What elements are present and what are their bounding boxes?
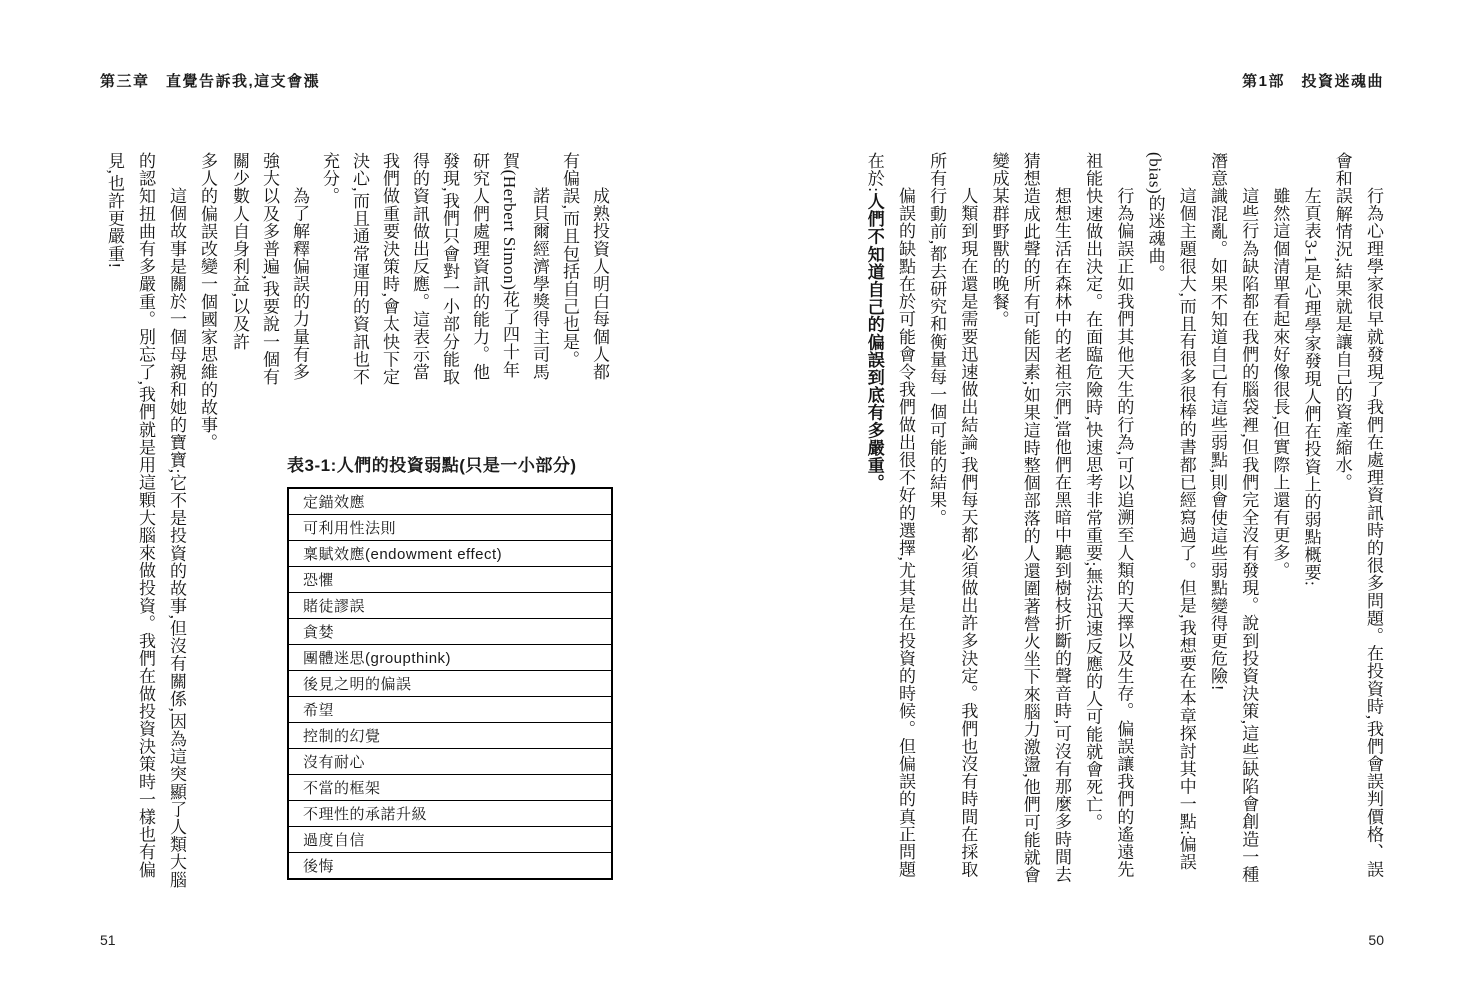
paragraph: 這些行為缺陷都在我們的腦袋裡,但我們完全沒有發現。說到投資決策,這些缺陷會創造一種潛意識混亂。如果不知道自己有這些弱點,則會使這些弱點變得更危險! xyxy=(1207,152,1259,884)
chapter-running-head: 第三章 直覺告訴我,這支會漲 xyxy=(100,73,321,90)
table-row: 可利用性法則 xyxy=(289,514,611,540)
table-row: 後悔 xyxy=(289,852,611,878)
paragraph: 這個主題很大,而且有很多很棒的書都已經寫過了。但是,我想要在本章探討其中一點:偏誤(bias)的迷魂曲。 xyxy=(1145,152,1196,871)
table-row: 沒有耐心 xyxy=(289,748,611,774)
table-row: 不當的框架 xyxy=(289,774,611,800)
bias-table xyxy=(287,487,613,880)
table-row: 團體迷思(groupthink) xyxy=(289,644,611,670)
paragraph: 行為偏誤正如我們其他天生的行為,可以追溯至人類的天擇以及生存。偏誤讓我們的遙遠先祖能快速做出決定。在面臨危險時,快速思考非常重要;無法迅速反應的人可能就會死亡。 xyxy=(1083,152,1134,879)
paragraph: 這個故事是關於一個母親和她的寶寶;它不是投資的故事,但沒有關係,因為這突顯了人類大腦的認知扭曲有多嚴重。別忘了,我們就是用這顆大腦來做投資。我們在做投資決策時一樣也有偏見,也許更嚴重! xyxy=(105,152,186,889)
table-row: 不理性的承諾升級 xyxy=(289,800,611,826)
table-row: 貪婪 xyxy=(289,618,611,644)
paragraph: 成熟投資人明白每個人都有偏誤,而且包括自己也是。 xyxy=(560,152,609,381)
paragraph: 人類到現在還是需要迅速做出結論,我們每天都必須做出許多決定。我們也沒有時間在採取所有行動前,都去研究和衡量每一個可能的結果。 xyxy=(927,152,978,879)
paragraph: 左頁表3-1是心理學家發現人們在投資上的弱點概要: xyxy=(1301,187,1321,587)
paragraph: 為了解釋偏誤的力量有多強大以及多普遍,我要說一個有關少數人自身利益,以及許 xyxy=(230,152,309,386)
left-text-lower xyxy=(95,152,223,892)
paragraph-lead: 偏誤的缺點在於可能會令我們做出很不好的選擇,尤其是在投資的時候。但偏誤的真正問題在於: xyxy=(864,152,915,879)
paragraph: 諾貝爾經濟學獎得主司馬賀(Herbert Simon)花了四十年研究人們處理資訊的能力。他發現,我們只會對一小部分能取得的資訊做出反應。這表示當我們做重要決策時,會太快下定決心,而且通常運用的資訊也不充分。 xyxy=(320,152,549,386)
paragraph: 雖然這個清單看起來好像很長,但實際上還有更多。 xyxy=(1270,187,1290,580)
emphasized-text: 人們不知道自己的偏誤到底有多嚴重。 xyxy=(864,192,884,492)
paragraph: 想想生活在森林中的老祖宗們,當他們在黑暗中聽到樹枝折斷的聲音時,可沒有那麼多時間去猜想造成此聲的所有可能因素;如果這時整個部落的人還圍著營火坐下來腦力激盪,他們可能就會變成某群野獸的晚餐。 xyxy=(989,152,1071,884)
page-number-right: 50 xyxy=(1368,932,1384,948)
paragraph xyxy=(859,152,921,884)
table-row: 賭徒謬誤 xyxy=(289,592,611,618)
page-number-left: 51 xyxy=(100,932,116,948)
paragraph: 行為心理學家很早就發現了我們在處理資訊時的很多問題。在投資時,我們會誤判價格、誤會和誤解情況,結果就是讓自己的資產縮水。 xyxy=(1332,152,1383,879)
right-text xyxy=(855,152,1389,884)
left-text-upper xyxy=(220,152,614,392)
table-row: 希望 xyxy=(289,696,611,722)
table-row: 定錨效應 xyxy=(303,494,366,511)
paragraph-continuation: 多人的偏誤改變一個國家思維的故事。 xyxy=(198,152,217,452)
table-title: 表3-1:人們的投資弱點(只是一小部分) xyxy=(287,456,577,475)
table-row: 過度自信 xyxy=(289,826,611,852)
table-row: 稟賦效應(endowment effect) xyxy=(289,540,611,566)
part-running-head: 第1部 投資迷魂曲 xyxy=(1242,73,1384,90)
table-3-1 xyxy=(287,451,613,880)
table-row: 後見之明的偏誤 xyxy=(289,670,611,696)
table-row: 控制的幻覺 xyxy=(289,722,611,748)
table-row: 恐懼 xyxy=(289,566,611,592)
page-50 xyxy=(739,0,1478,1000)
